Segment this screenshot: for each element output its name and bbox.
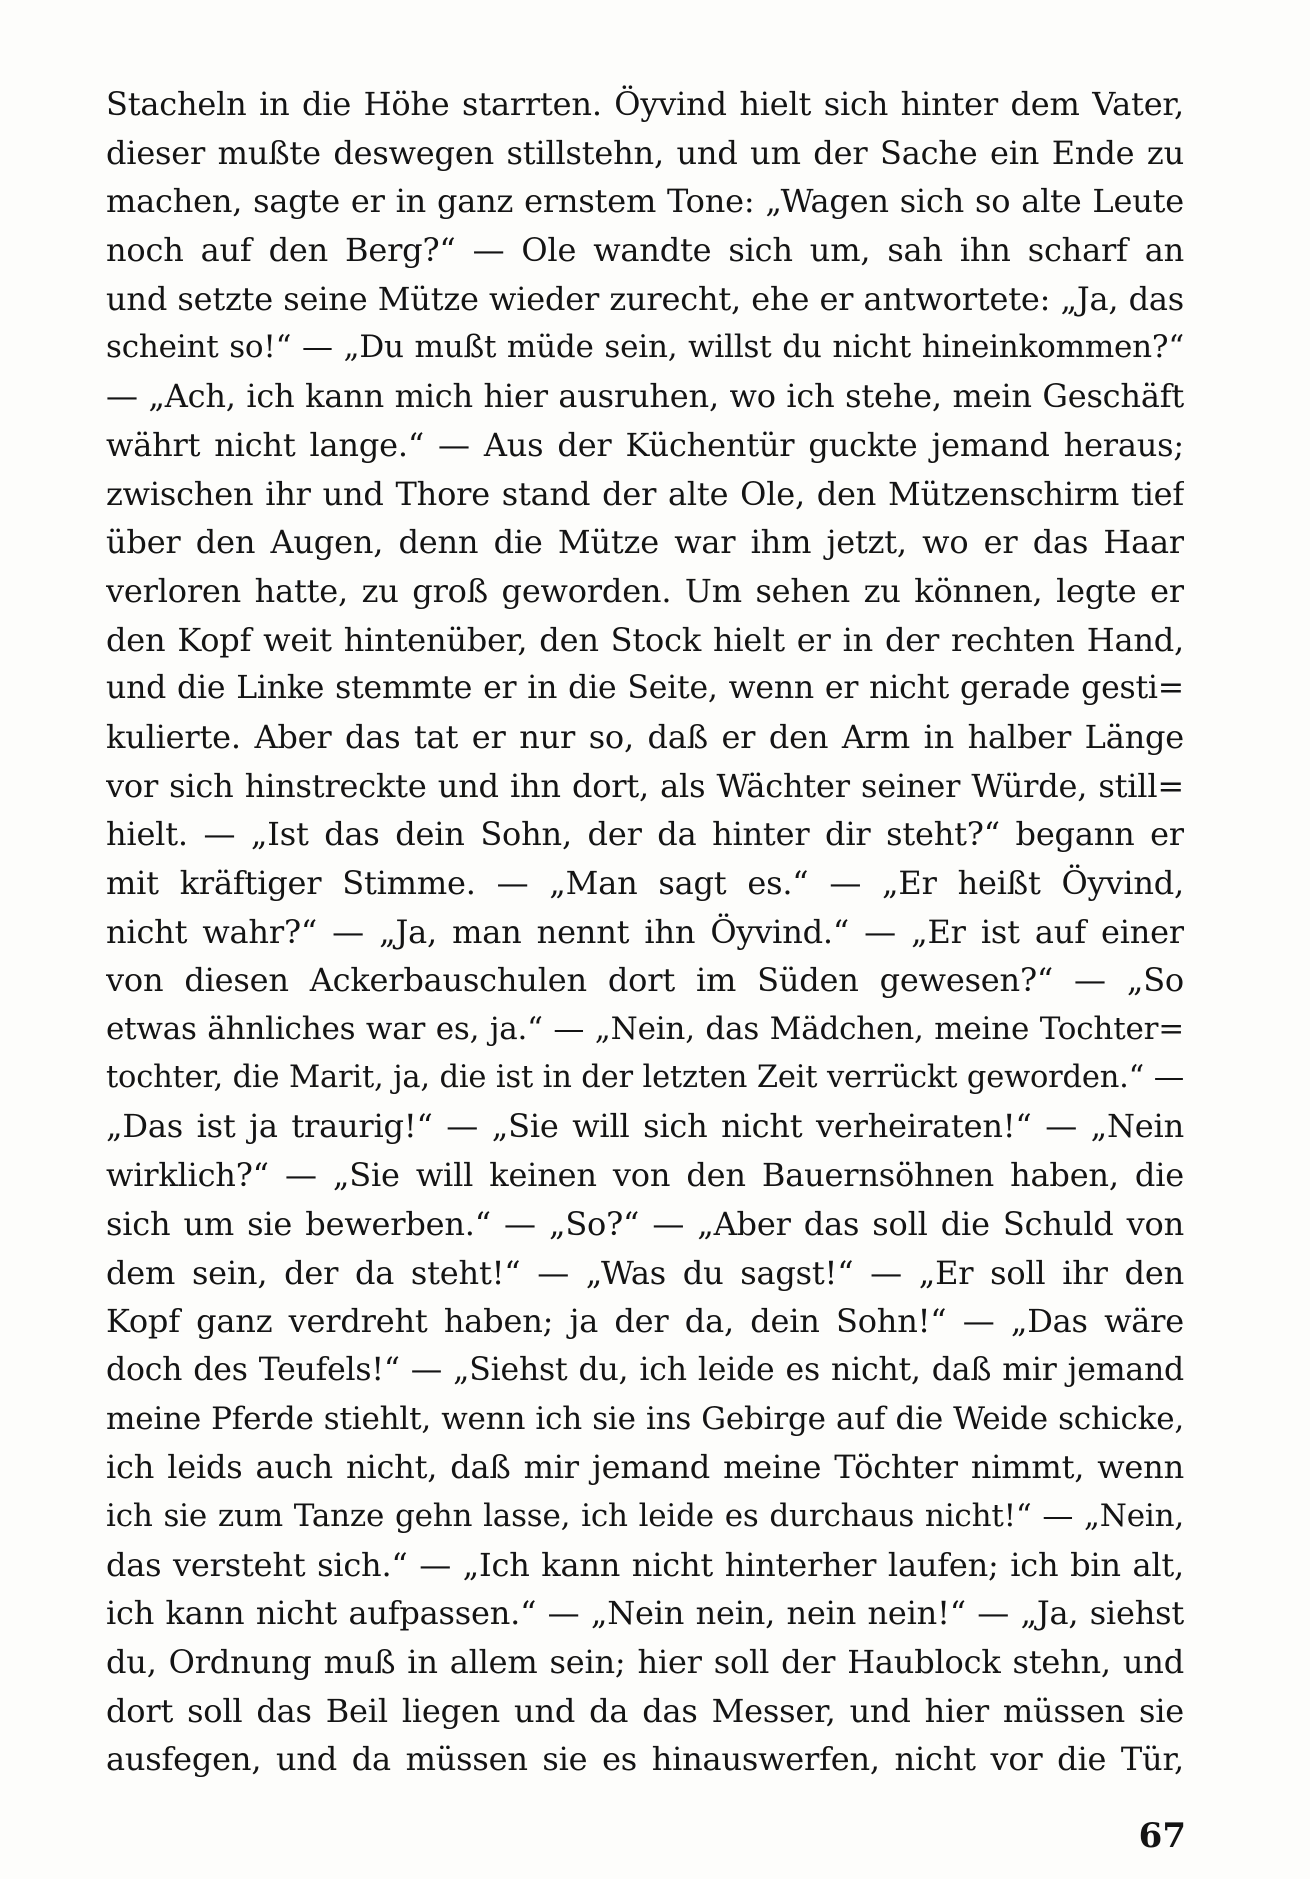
text-line: ich sie zum Tanze gehn lasse, ich leide es durchaus nicht!“ — „Nein, — [106, 1497, 1184, 1534]
text-line: doch des Teufels!“ — „Siehst du, ich leide es nicht, daß mir jemand — [106, 1351, 1184, 1388]
text-line: — „Ach, ich kann mich hier ausruhen, wo ich stehe, mein Geschäft — [106, 377, 1184, 416]
text-line: mit kräftiger Stimme. — „Man sagt es.“ — „Er heißt Öyvind, — [106, 864, 1184, 902]
text-line: du, Ordnung muß in allem sein; hier soll der Haublock stehn, und — [106, 1643, 1184, 1681]
text-line: über den Augen, denn die Mütze war ihm jetzt, wo er das Haar — [106, 523, 1184, 562]
text-line: währt nicht lange.“ — Aus der Küchentür guckte jemand heraus; — [106, 425, 1184, 464]
text-line: und setzte seine Mütze wieder zurecht, ehe er antwortete: „Ja, das — [106, 279, 1184, 318]
text-line: Kopf ganz verdreht haben; ja der da, dein Sohn!“ — „Das wäre — [106, 1302, 1184, 1341]
text-line: kulierte. Aber das tat er nur so, daß er den Arm in halber Länge — [106, 717, 1184, 756]
text-line: scheint so!“ — „Du mußt müde sein, willst du nicht hineinkommen?“ — [106, 329, 1184, 366]
body-text — [106, 80, 1184, 1784]
text-line: das versteht sich.“ — „Ich kann nicht hinterher laufen; ich bin alt, — [106, 1545, 1184, 1584]
text-line: meine Pferde stiehlt, wenn ich sie ins Gebirge auf die Weide schicke, — [106, 1400, 1184, 1437]
text-line: den Kopf weit hintenüber, den Stock hielt er in der rechten Hand, — [106, 620, 1184, 659]
text-line: „Das ist ja traurig!“ — „Sie will sich nicht verheiraten!“ — „Nein — [106, 1107, 1184, 1146]
text-line: noch auf den Berg?“ — Ole wandte sich um, sah ihn scharf an — [106, 231, 1184, 270]
text-line: wirklich?“ — „Sie will keinen von den Bauernsöhnen haben, die — [106, 1156, 1184, 1195]
text-line: zwischen ihr und Thore stand der alte Ole, den Mützenschirm tief — [106, 474, 1184, 513]
text-line: dieser mußte deswegen stillstehn, und um der Sache ein Ende zu — [106, 133, 1184, 172]
text-line: und die Linke stemmte er in die Seite, wenn er nicht gerade gesti= — [106, 670, 1184, 707]
text-line: verloren hatte, zu groß geworden. Um sehen zu können, legte er — [106, 571, 1184, 610]
text-line: etwas ähnliches war es, ja.“ — „Nein, das Mädchen, meine Tochter= — [106, 1011, 1184, 1048]
text-line: tochter, die Marit, ja, die ist in der letzten Zeit verrückt geworden.“ — — [106, 1059, 1184, 1095]
text-line: dort soll das Beil liegen und da das Messer, und hier müssen sie — [106, 1691, 1184, 1730]
text-line: dem sein, der da steht!“ — „Was du sagst!“ — „Er soll ihr den — [106, 1253, 1184, 1292]
text-line: machen, sagte er in ganz ernstem Tone: „Wagen sich so alte Leute — [106, 182, 1184, 221]
text-line: ich leids auch nicht, daß mir jemand meine Töchter nimmt, wenn — [106, 1448, 1184, 1487]
text-line: ich kann nicht aufpassen.“ — „Nein nein, nein nein!“ — „Ja, siehst — [106, 1594, 1184, 1633]
text-line: sich um sie bewerben.“ — „So?“ — „Aber das soll die Schuld von — [106, 1204, 1184, 1243]
text-line: vor sich hinstreckte und ihn dort, als Wächter seiner Würde, still= — [106, 766, 1184, 805]
text-line: nicht wahr?“ — „Ja, man nennt ihn Öyvind.“ — „Er ist auf einer — [106, 912, 1184, 951]
text-line: Stacheln in die Höhe starrten. Öyvind hielt sich hinter dem Vater, — [106, 85, 1184, 123]
text-line: ausfegen, und da müssen sie es hinauswerfen, nicht vor die Tür, — [106, 1740, 1184, 1779]
page-number: 67 — [1138, 1816, 1186, 1856]
text-line: von diesen Ackerbauschulen dort im Süden gewesen?“ — „So — [106, 961, 1184, 1000]
text-line: hielt. — „Ist das dein Sohn, der da hinter dir steht?“ begann er — [106, 815, 1184, 854]
